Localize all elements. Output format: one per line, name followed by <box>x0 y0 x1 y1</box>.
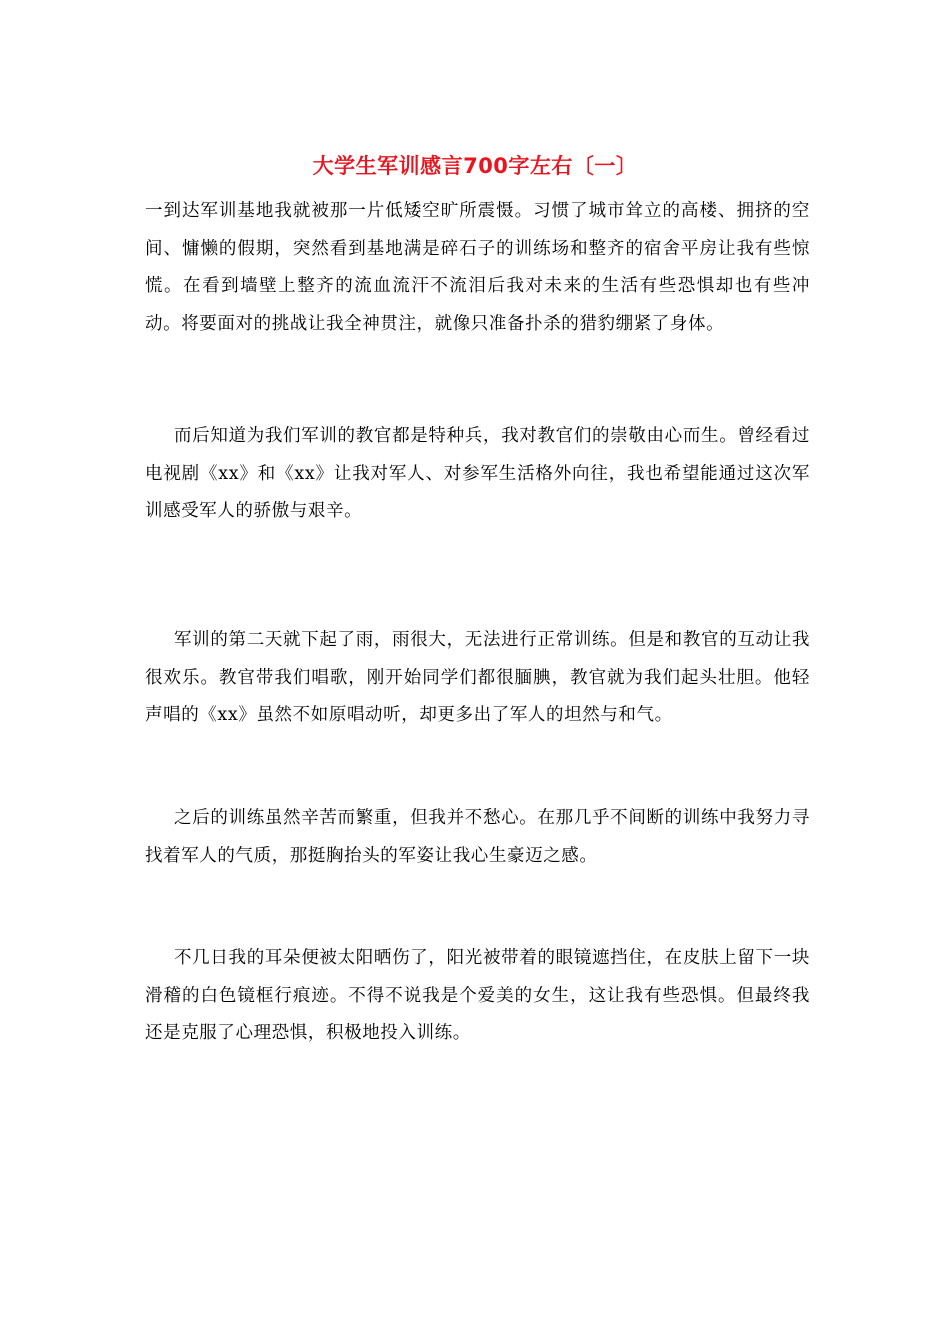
paragraph-4: 之后的训练虽然辛苦而繁重，但我并不愁心。在那几乎不间断的训练中我努力寻找着军人的气质，那挺胸抬头的军姿让我心生豪迈之感。 <box>145 808 810 866</box>
paragraph-2: 而后知道为我们军训的教官都是特种兵，我对教官们的崇敬由心而生。曾经看过电视剧《xx》和《xx》让我对军人、对参军生活格外向往，我也希望能通过这次军训感受军人的骄傲与艰辛。 <box>145 426 810 521</box>
document-title: 大学生军训感言700字左右〔一〕 <box>312 154 638 178</box>
paragraph-5: 不几日我的耳朵便被太阳晒伤了，阳光被带着的眼镜遮挡住，在皮肤上留下一块滑稽的白色镜框行痕迹。不得不说我是个爱美的女生，这让我有些恐惧。但最终我还是克服了心理恐惧，积极地投入训练。 <box>145 948 810 1043</box>
paragraph-1: 一到达军训基地我就被那一片低矮空旷所震慑。习惯了城市耸立的高楼、拥挤的空间、慵懒的假期，突然看到基地满是碎石子的训练场和整齐的宿舍平房让我有些惊慌。在看到墙壁上整齐的流血流汗不流泪后我对未来的生活有些恐惧却也有些冲动。将要面对的挑战让我全神贯注，就像只准备扑杀的猎豹绷紧了身体。 <box>145 201 810 334</box>
paragraph-3: 军训的第二天就下起了雨，雨很大，无法进行正常训练。但是和教官的互动让我很欢乐。教官带我们唱歌，刚开始同学们都很腼腆，教官就为我们起头壮胆。他轻声唱的《xx》虽然不如原唱动听，却更多出了军人的坦然与和气。 <box>145 630 810 725</box>
